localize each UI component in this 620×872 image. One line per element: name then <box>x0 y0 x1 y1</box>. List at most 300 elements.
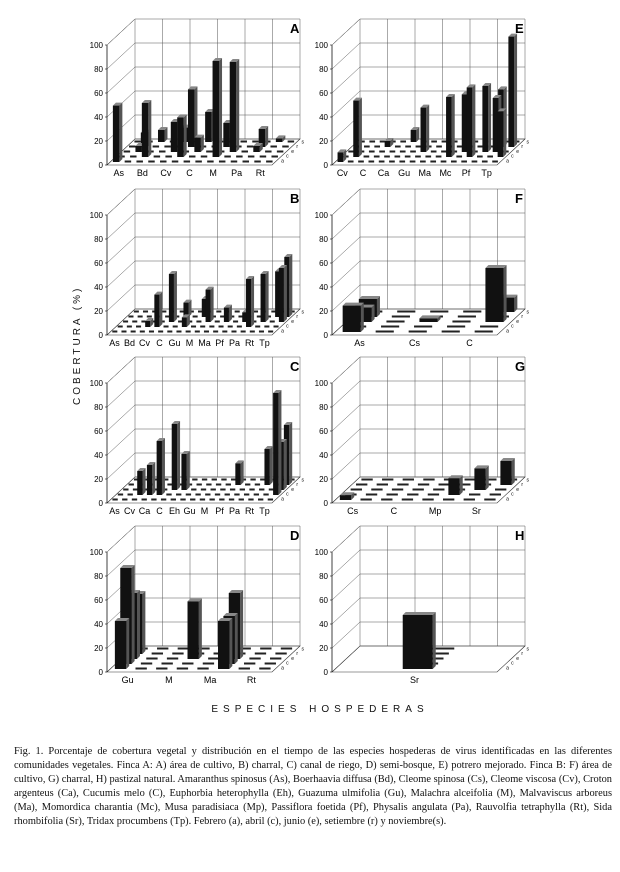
floor-marker <box>176 331 181 333</box>
floor-marker <box>255 326 260 328</box>
bar-top <box>485 265 506 268</box>
y-tick-label: 80 <box>319 65 328 74</box>
x-tick-label: C <box>359 168 367 178</box>
floor-marker <box>247 146 253 148</box>
floor-marker <box>403 479 414 481</box>
depth-label: r <box>296 314 299 321</box>
floor-marker <box>270 146 276 148</box>
floor-marker <box>475 331 493 333</box>
floor-marker <box>436 146 442 148</box>
floor-marker <box>234 494 239 496</box>
bar-side <box>236 59 239 152</box>
floor-marker <box>264 326 269 328</box>
floor-marker <box>186 331 191 333</box>
chart-panel-C <box>85 359 310 528</box>
x-tick-label: Mc <box>439 168 452 178</box>
floor-marker <box>213 331 218 333</box>
bar <box>177 117 183 157</box>
bar <box>188 601 199 659</box>
x-tick-label: Rt <box>255 168 265 178</box>
floor-marker <box>409 331 427 333</box>
x-tick-label: M <box>209 168 217 178</box>
bar <box>508 37 514 147</box>
floor-marker <box>422 499 433 501</box>
floor-marker <box>415 156 421 158</box>
y-tick-label: 40 <box>319 283 328 292</box>
depth-label: c <box>511 323 514 330</box>
bar <box>264 449 269 485</box>
x-tick-label: Gu <box>183 506 196 516</box>
floor-marker <box>430 161 436 163</box>
floor-marker <box>456 156 462 158</box>
bar-side <box>174 271 177 322</box>
floor-marker <box>220 489 225 491</box>
floor-marker <box>384 156 390 158</box>
depth-label: c <box>286 323 289 330</box>
floor-marker <box>201 489 206 491</box>
bar-side <box>504 265 507 322</box>
floor-marker <box>260 156 266 158</box>
floor-marker <box>172 653 183 655</box>
chart-svg <box>85 191 310 360</box>
floor-marker <box>207 161 213 163</box>
y-tick-label: 100 <box>314 211 328 220</box>
floor-marker <box>146 658 157 660</box>
floor-marker <box>250 331 255 333</box>
x-tick-label: As <box>113 168 125 178</box>
floor-marker <box>162 663 173 665</box>
floor-marker <box>484 499 495 501</box>
floor-marker <box>413 489 424 491</box>
floor-marker <box>268 331 273 333</box>
floor-marker <box>407 494 418 496</box>
floor-marker <box>216 311 221 313</box>
x-tick-label: Gu <box>398 168 411 178</box>
floor-marker <box>123 321 128 323</box>
floor-marker <box>148 161 154 163</box>
floor-marker <box>206 151 212 153</box>
floor-marker <box>250 479 255 481</box>
floor-marker <box>402 499 413 501</box>
floor-marker <box>348 161 354 163</box>
floor-marker <box>366 494 377 496</box>
floor-marker <box>164 326 169 328</box>
floor-marker <box>282 146 288 148</box>
y-tick-label: 0 <box>98 331 103 340</box>
floor-marker <box>255 484 260 486</box>
floor-marker <box>211 489 216 491</box>
bar-side <box>503 108 506 157</box>
floor-marker <box>129 146 135 148</box>
depth-label: e <box>291 655 295 662</box>
floor-marker <box>414 326 432 328</box>
bar-side <box>266 271 269 322</box>
depth-label: a <box>281 328 284 335</box>
floor-marker <box>492 161 498 163</box>
y-tick-label: 60 <box>319 596 328 605</box>
x-tick-label: Pf <box>461 168 471 178</box>
floor-marker <box>277 151 283 153</box>
floor-marker <box>441 161 447 163</box>
floor-marker <box>123 489 128 491</box>
x-tick-label: Bd <box>136 168 148 178</box>
bar <box>154 295 159 327</box>
floor-marker <box>212 479 217 481</box>
bar <box>385 141 391 147</box>
x-tick-label: C <box>466 338 473 348</box>
floor-marker <box>127 326 132 328</box>
y-tick-label: 60 <box>94 259 103 268</box>
bar <box>223 123 229 147</box>
x-tick-label: Ma <box>198 338 211 348</box>
floor-marker <box>379 161 385 163</box>
bar <box>338 152 344 162</box>
floor-marker <box>274 326 279 328</box>
floor-marker <box>392 489 403 491</box>
x-tick-label: Rt <box>245 506 254 516</box>
floor-marker <box>457 146 463 148</box>
floor-marker <box>410 151 416 153</box>
floor-marker <box>465 479 476 481</box>
bar <box>145 321 150 327</box>
chart-panel-B <box>85 191 310 360</box>
bar-side <box>359 98 362 157</box>
bar-side <box>148 100 151 157</box>
depth-label: e <box>291 148 295 155</box>
depth-label: a <box>506 665 509 672</box>
floor-marker <box>196 321 201 323</box>
depth-label: c <box>286 153 289 160</box>
bar-side <box>241 460 244 485</box>
floor-marker <box>182 663 193 665</box>
bar-side <box>265 126 268 147</box>
bar <box>181 454 186 490</box>
floor-marker <box>430 311 448 313</box>
bar-side <box>514 34 517 147</box>
floor-marker <box>288 141 294 143</box>
x-tick-label: Gu <box>168 338 181 348</box>
y-tick-label: 60 <box>319 259 328 268</box>
bar <box>448 478 459 495</box>
floor-marker <box>149 331 154 333</box>
x-tick-label: As <box>109 506 120 516</box>
depth-label: c <box>511 491 514 498</box>
floor-marker <box>143 311 148 313</box>
floor-marker <box>447 326 465 328</box>
floor-marker <box>129 484 134 486</box>
y-tick-label: 40 <box>94 451 103 460</box>
x-tick-label: M <box>185 338 194 348</box>
floor-marker <box>159 151 165 153</box>
depth-label: e <box>516 655 520 662</box>
floor-marker <box>249 489 254 491</box>
floor-marker <box>112 499 117 501</box>
bar-side <box>361 303 364 332</box>
x-axis-label: ESPECIES HOSPEDERAS <box>211 704 429 715</box>
floor-marker <box>441 151 447 153</box>
floor-marker <box>134 311 139 313</box>
depth-label: e <box>516 318 520 325</box>
y-tick-label: 60 <box>94 427 103 436</box>
x-tick-label: Cv <box>336 168 348 178</box>
floor-marker <box>439 484 450 486</box>
floor-marker <box>240 141 246 143</box>
floor-marker <box>442 331 460 333</box>
floor-marker <box>458 316 476 318</box>
floor-marker <box>172 161 178 163</box>
floor-marker <box>374 156 380 158</box>
floor-marker <box>153 146 159 148</box>
bar <box>205 112 211 142</box>
floor-marker <box>165 156 171 158</box>
bar-side <box>211 287 214 322</box>
floor-marker <box>377 484 388 486</box>
bar <box>419 318 437 322</box>
chart-svg <box>85 359 310 528</box>
floor-marker <box>135 668 146 670</box>
panel-letter: E <box>515 21 524 36</box>
bar-side <box>219 58 222 157</box>
floor-marker <box>356 484 367 486</box>
floor-marker <box>164 146 170 148</box>
floor-marker <box>480 326 498 328</box>
bar-side <box>229 618 232 669</box>
x-tick-label: M <box>200 506 209 516</box>
chart-svg <box>85 528 310 697</box>
y-tick-label: 100 <box>89 211 103 220</box>
floor-marker <box>464 499 475 501</box>
floor-marker <box>418 484 429 486</box>
y-tick-label: 0 <box>323 161 328 170</box>
floor-marker <box>200 499 205 501</box>
bar-side <box>137 590 140 659</box>
depth-label: a <box>281 496 284 503</box>
bar-side <box>143 468 146 495</box>
bar-side <box>289 422 292 485</box>
floor-marker <box>270 321 275 323</box>
floor-marker <box>130 156 136 158</box>
bar-side <box>162 438 165 495</box>
floor-marker <box>138 316 143 318</box>
bar <box>482 86 488 152</box>
figure-caption: Fig. 1. Porcentaje de cobertura vegetal y distribución en el tiempo de las especies hospederas de virus identificadas en las diferentes comunidades vegetales. Finca A: A) área de cultivo, B) charral, C) canal de riego, D) semi-bosque, E) potrero mejorado. Finca B: F) área de cultivo, G) charral, H) pastizal natural. Amaranthus spinosus (As), Boerhaavia diffusa (Bd), Cleome spinosa (Cs), Cleome viscosa (Cv), Croton argenteus (Ca), Cucumis melo (C), Euphorbia heterophylla (Eh), Guazuma ulmifolia (Gu), Malachra alceifolia (M), Malvaviscus arboreus (Ma), Momordica charantia (Mc), Musa paradisiaca (Mp), Passiflora foetida (Pf), Physalis angulata (Pa), Rauvolfia tetraphylla (Rt), Sida rhombifolia (Sr), Tridax procumbens (Tp). Febrero (a), abril (c), junio (e), setiembre (r) y noviembre(s). <box>14 746 612 827</box>
panel-letter: F <box>515 191 523 206</box>
x-tick-label: Rt <box>245 338 254 348</box>
bar-side <box>119 103 122 162</box>
bar-side <box>188 300 191 317</box>
bar <box>137 471 142 495</box>
y-tick-label: 0 <box>323 668 328 677</box>
y-axis-label: COBERTURA (%) <box>72 285 83 405</box>
depth-label: r <box>296 651 299 658</box>
y-tick-label: 60 <box>319 427 328 436</box>
floor-marker <box>203 663 214 665</box>
x-tick-label: Pa <box>228 338 241 348</box>
floor-marker <box>231 161 237 163</box>
bar <box>253 146 259 152</box>
floor-marker <box>381 326 399 328</box>
bar <box>230 62 236 152</box>
floor-marker <box>191 326 196 328</box>
floor-marker <box>128 316 133 318</box>
y-tick-label: 100 <box>314 379 328 388</box>
y-tick-label: 40 <box>319 113 328 122</box>
floor-marker <box>131 331 136 333</box>
floor-marker <box>147 316 152 318</box>
floor-marker <box>178 648 189 650</box>
bar <box>169 274 174 322</box>
y-tick-label: 80 <box>319 403 328 412</box>
floor-marker <box>369 151 375 153</box>
floor-marker <box>382 479 393 481</box>
bar <box>279 268 284 322</box>
floor-marker <box>201 156 207 158</box>
x-tick-label: Pf <box>215 506 224 516</box>
depth-label: s <box>526 477 529 484</box>
x-tick-label: Cs <box>409 338 420 348</box>
y-tick-label: 80 <box>94 403 103 412</box>
depth-label: s <box>526 139 529 146</box>
floor-marker <box>487 156 493 158</box>
chart-svg <box>310 21 535 190</box>
floor-marker <box>151 499 156 501</box>
y-tick-label: 100 <box>89 379 103 388</box>
floor-marker <box>112 331 117 333</box>
bar-side <box>433 612 436 669</box>
floor-marker <box>477 146 483 148</box>
floor-marker <box>171 499 176 501</box>
y-tick-label: 20 <box>94 307 103 316</box>
floor-marker <box>436 156 442 158</box>
x-tick-label: Tp <box>481 168 492 178</box>
x-tick-label: M <box>165 675 173 685</box>
bar <box>218 621 229 669</box>
floor-marker <box>128 494 133 496</box>
floor-marker <box>248 156 254 158</box>
bar <box>147 465 152 495</box>
floor-marker <box>221 479 226 481</box>
y-tick-label: 80 <box>94 65 103 74</box>
bar-side <box>284 265 287 322</box>
bar <box>411 130 417 142</box>
bar <box>115 621 126 669</box>
chart-panel-F <box>310 191 535 360</box>
floor-marker <box>405 156 411 158</box>
floor-marker <box>258 499 263 501</box>
floor-marker <box>369 141 375 143</box>
bar-side <box>126 618 129 669</box>
floor-marker <box>358 161 364 163</box>
floor-marker <box>400 141 406 143</box>
floor-marker <box>244 663 255 665</box>
x-tick-label: Tp <box>259 338 270 348</box>
x-tick-label: Eh <box>168 506 181 516</box>
floor-marker <box>124 151 130 153</box>
floor-marker <box>428 494 439 496</box>
x-tick-label: As <box>109 338 120 348</box>
floor-marker <box>461 161 467 163</box>
floor-marker <box>215 494 220 496</box>
floor-marker <box>390 151 396 153</box>
x-tick-label: Pa <box>231 168 243 178</box>
floor-marker <box>193 316 198 318</box>
floor-marker <box>452 321 470 323</box>
bar <box>273 393 278 495</box>
x-tick-label: C <box>390 506 398 516</box>
floor-marker <box>425 156 431 158</box>
floor-marker <box>176 494 181 496</box>
y-tick-label: 20 <box>319 644 328 653</box>
y-tick-label: 80 <box>94 572 103 581</box>
x-tick-label: Rt <box>246 675 256 685</box>
x-tick-label: Cs <box>347 506 359 516</box>
chart-panel-E <box>310 21 535 190</box>
bar-side <box>240 590 243 659</box>
bar-side <box>514 295 517 312</box>
floor-marker <box>136 161 142 163</box>
depth-label: a <box>281 158 284 165</box>
floor-marker <box>192 479 197 481</box>
x-tick-label: Sr <box>410 675 419 685</box>
floor-marker <box>374 146 380 148</box>
bar <box>446 97 452 157</box>
depth-label: s <box>301 646 304 653</box>
x-tick-label: C <box>186 168 193 178</box>
floor-marker <box>376 331 394 333</box>
floor-marker <box>266 161 272 163</box>
depth-label: c <box>511 660 514 667</box>
bar <box>171 122 177 152</box>
bar-top <box>343 303 364 306</box>
x-tick-label: Cv <box>139 338 150 348</box>
floor-marker <box>184 161 190 163</box>
floor-marker <box>205 494 210 496</box>
floor-marker <box>379 151 385 153</box>
panel-letter: H <box>515 528 525 543</box>
chart-svg <box>310 191 535 360</box>
x-tick-label: Mp <box>428 506 442 516</box>
y-tick-label: 100 <box>89 41 103 50</box>
panel-letter: A <box>290 21 300 36</box>
bar-side <box>199 598 202 659</box>
panel-letter: B <box>290 191 300 206</box>
chart-panel-A <box>85 21 310 190</box>
floor-marker <box>265 151 271 153</box>
bar-top <box>403 612 436 615</box>
floor-marker <box>394 156 400 158</box>
floor-marker <box>259 668 270 670</box>
floor-marker <box>254 494 259 496</box>
floor-marker <box>167 658 178 660</box>
bar-top <box>419 315 440 318</box>
floor-marker <box>190 499 195 501</box>
y-tick-label: 60 <box>319 89 328 98</box>
floor-marker <box>416 146 422 148</box>
floor-marker <box>167 331 172 333</box>
chart-svg <box>310 359 535 528</box>
bar-side <box>270 446 273 485</box>
x-tick-label: C <box>156 338 163 348</box>
floor-marker <box>121 331 126 333</box>
floor-marker <box>166 494 171 496</box>
floor-marker <box>270 658 281 660</box>
bar-side <box>229 305 232 322</box>
depth-label: s <box>301 139 304 146</box>
bar-side <box>251 276 254 327</box>
floor-marker <box>209 326 214 328</box>
bar <box>142 103 148 157</box>
depth-label: e <box>291 318 295 325</box>
